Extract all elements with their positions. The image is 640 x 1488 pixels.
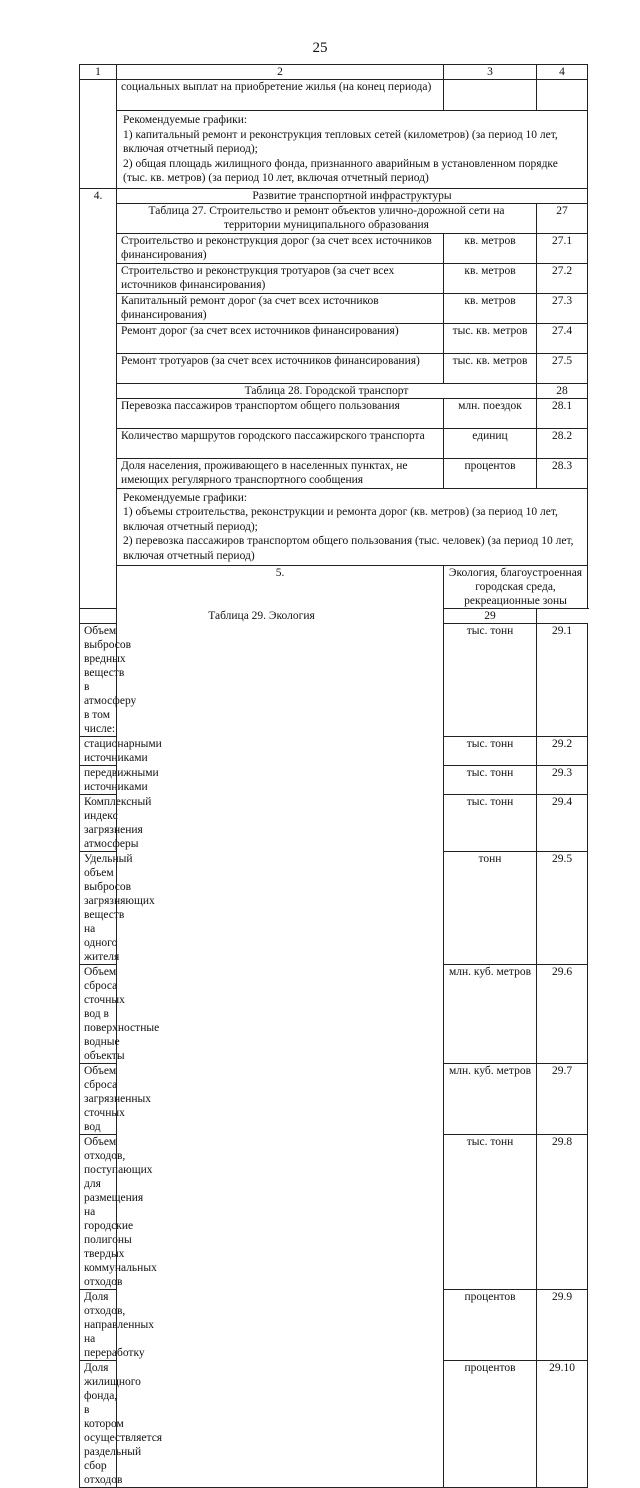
row-unit: млн. куб. метров bbox=[444, 1064, 537, 1135]
row-label: Объем сброса загрязненных сточных вод bbox=[80, 1064, 117, 1135]
table-row bbox=[80, 458, 588, 488]
row-label: Комплексный индекс загрязнения атмосферы bbox=[80, 795, 117, 852]
row-label: Доля населения, проживающего в населенных пунктах, не имеющих регулярного транспортного сообщения bbox=[117, 458, 444, 488]
row-code: 28.2 bbox=[537, 428, 588, 458]
table-title: Таблица 27. Строительство и ремонт объектов улично-дорожной сети на территории муниципального образования bbox=[117, 203, 537, 233]
row-unit: единиц bbox=[444, 428, 537, 458]
row-code: 29.8 bbox=[537, 1135, 588, 1290]
row-unit: тыс. кв. метров bbox=[444, 353, 537, 383]
row-label: Строительство и реконструкция дорог (за счет всех источников финансирования) bbox=[117, 233, 444, 263]
col-header-1: 1 bbox=[80, 65, 117, 80]
section-title: Развитие транспортной инфраструктуры bbox=[117, 188, 588, 203]
row-code: 27.5 bbox=[537, 353, 588, 383]
recommended-charts-block bbox=[80, 111, 588, 189]
recommended-title: Рекомендуемые графики: bbox=[123, 491, 248, 504]
row-code: 27.4 bbox=[537, 323, 588, 353]
row-label: Количество маршрутов городского пассажирского транспорта bbox=[117, 428, 444, 458]
indicators-table bbox=[79, 64, 588, 1488]
recommended-item: 2) перевозка пассажиров транспортом общего пользования (тыс. человек) (за период 10 лет, включая отчетный период) bbox=[123, 535, 574, 562]
column-header-row bbox=[80, 65, 588, 80]
table-title-row bbox=[80, 609, 588, 624]
row-code: 27.2 bbox=[537, 263, 588, 293]
row-label: Строительство и реконструкция тротуаров (за счет всех источников финансирования) bbox=[117, 263, 444, 293]
row-label: Капитальный ремонт дорог (за счет всех источников финансирования) bbox=[117, 293, 444, 323]
row-label: Доля жилищного фонда, в котором осуществляется раздельный сбор отходов bbox=[80, 1361, 117, 1488]
row-label: Перевозка пассажиров транспортом общего пользования bbox=[117, 398, 444, 428]
row-unit: кв. метров bbox=[444, 293, 537, 323]
row-unit: млн. поездок bbox=[444, 398, 537, 428]
row-unit: тыс. тонн bbox=[444, 624, 537, 737]
row-label: Объем сброса сточных вод в поверхностные водные объекты bbox=[80, 965, 117, 1064]
row-label: стационарными источниками bbox=[80, 737, 117, 766]
table-title: Таблица 29. Экология bbox=[80, 609, 444, 624]
row-code: 29.5 bbox=[537, 852, 588, 965]
row-unit: процентов bbox=[444, 1361, 537, 1488]
recommended-title: Рекомендуемые графики: bbox=[123, 114, 248, 126]
table-title: Таблица 28. Городской транспорт bbox=[117, 383, 537, 398]
row-label: Удельный объем выбросов загрязняющих веществ на одного жителя bbox=[80, 852, 117, 965]
page-number: 25 bbox=[312, 40, 328, 56]
row-code: 28.1 bbox=[537, 398, 588, 428]
row-label: социальных выплат на приобретение жилья (на конец периода) bbox=[117, 80, 444, 111]
col-header-4: 4 bbox=[537, 65, 588, 80]
table-title-row bbox=[80, 383, 588, 398]
row-code: 29.9 bbox=[537, 1290, 588, 1361]
table-row bbox=[80, 80, 588, 111]
row-label: Объем выбросов вредных веществ в атмосферу в том числе: bbox=[80, 624, 117, 737]
row-label: Объем отходов, поступающих для размещения на городские полигоны твердых коммунальных отходов bbox=[80, 1135, 117, 1290]
row-code: 29.4 bbox=[537, 795, 588, 852]
row-label: Доля отходов, направленных на переработку bbox=[80, 1290, 117, 1361]
table-row bbox=[80, 263, 588, 293]
row-code: 27.1 bbox=[537, 233, 588, 263]
recommended-item: 1) капитальный ремонт и реконструкция тепловых сетей (километров) (за период 10 лет, включая отчетный период); bbox=[123, 128, 558, 155]
section-title-row bbox=[80, 566, 588, 609]
row-unit: тыс. тонн bbox=[444, 1135, 537, 1290]
table-row bbox=[80, 428, 588, 458]
col-header-3: 3 bbox=[444, 65, 537, 80]
table-row bbox=[80, 293, 588, 323]
table-row bbox=[80, 233, 588, 263]
table-code: 29 bbox=[444, 609, 537, 624]
row-unit: процентов bbox=[444, 458, 537, 488]
row-unit: тыс. кв. метров bbox=[444, 323, 537, 353]
row-unit: процентов bbox=[444, 1290, 537, 1361]
table-code: 27 bbox=[537, 203, 588, 233]
row-code: 28.3 bbox=[537, 458, 588, 488]
row-code: 29.10 bbox=[537, 1361, 588, 1488]
table-code: 28 bbox=[537, 383, 588, 398]
col-header-2: 2 bbox=[117, 65, 444, 80]
row-label: Ремонт дорог (за счет всех источников финансирования) bbox=[117, 323, 444, 353]
row-unit: тыс. тонн bbox=[444, 795, 537, 852]
row-unit: тыс. тонн bbox=[444, 766, 537, 795]
row-label: передвижными источниками bbox=[80, 766, 117, 795]
row-code: 29.7 bbox=[537, 1064, 588, 1135]
section-number: 5. bbox=[117, 566, 444, 1488]
row-unit: тыс. тонн bbox=[444, 737, 537, 766]
section-title: Экология, благоустроенная городская среда, рекреационные зоны bbox=[444, 566, 588, 609]
row-code: 29.2 bbox=[537, 737, 588, 766]
row-unit: тонн bbox=[444, 852, 537, 965]
table-row bbox=[80, 353, 588, 383]
row-code: 29.6 bbox=[537, 965, 588, 1064]
recommended-charts-block bbox=[80, 488, 588, 566]
row-code: 29.3 bbox=[537, 766, 588, 795]
row-unit: млн. куб. метров bbox=[444, 965, 537, 1064]
row-unit: кв. метров bbox=[444, 233, 537, 263]
row-code: 29.1 bbox=[537, 624, 588, 737]
recommended-item: 1) объемы строительства, реконструкции и ремонта дорог (кв. метров) (за период 10 лет, включая отчетный период); bbox=[123, 506, 558, 533]
table-title-row bbox=[80, 203, 588, 233]
recommended-item: 2) общая площадь жилищного фонда, признанного аварийным в установленном порядке (тыс. кв. метров) (за период 10 лет, включая отчетный период) bbox=[123, 157, 558, 184]
section-number: 4. bbox=[80, 188, 117, 609]
table-row bbox=[80, 398, 588, 428]
row-unit: кв. метров bbox=[444, 263, 537, 293]
row-code: 27.3 bbox=[537, 293, 588, 323]
row-label: Ремонт тротуаров (за счет всех источников финансирования) bbox=[117, 353, 444, 383]
table-row bbox=[80, 323, 588, 353]
section-title-row bbox=[80, 188, 588, 203]
